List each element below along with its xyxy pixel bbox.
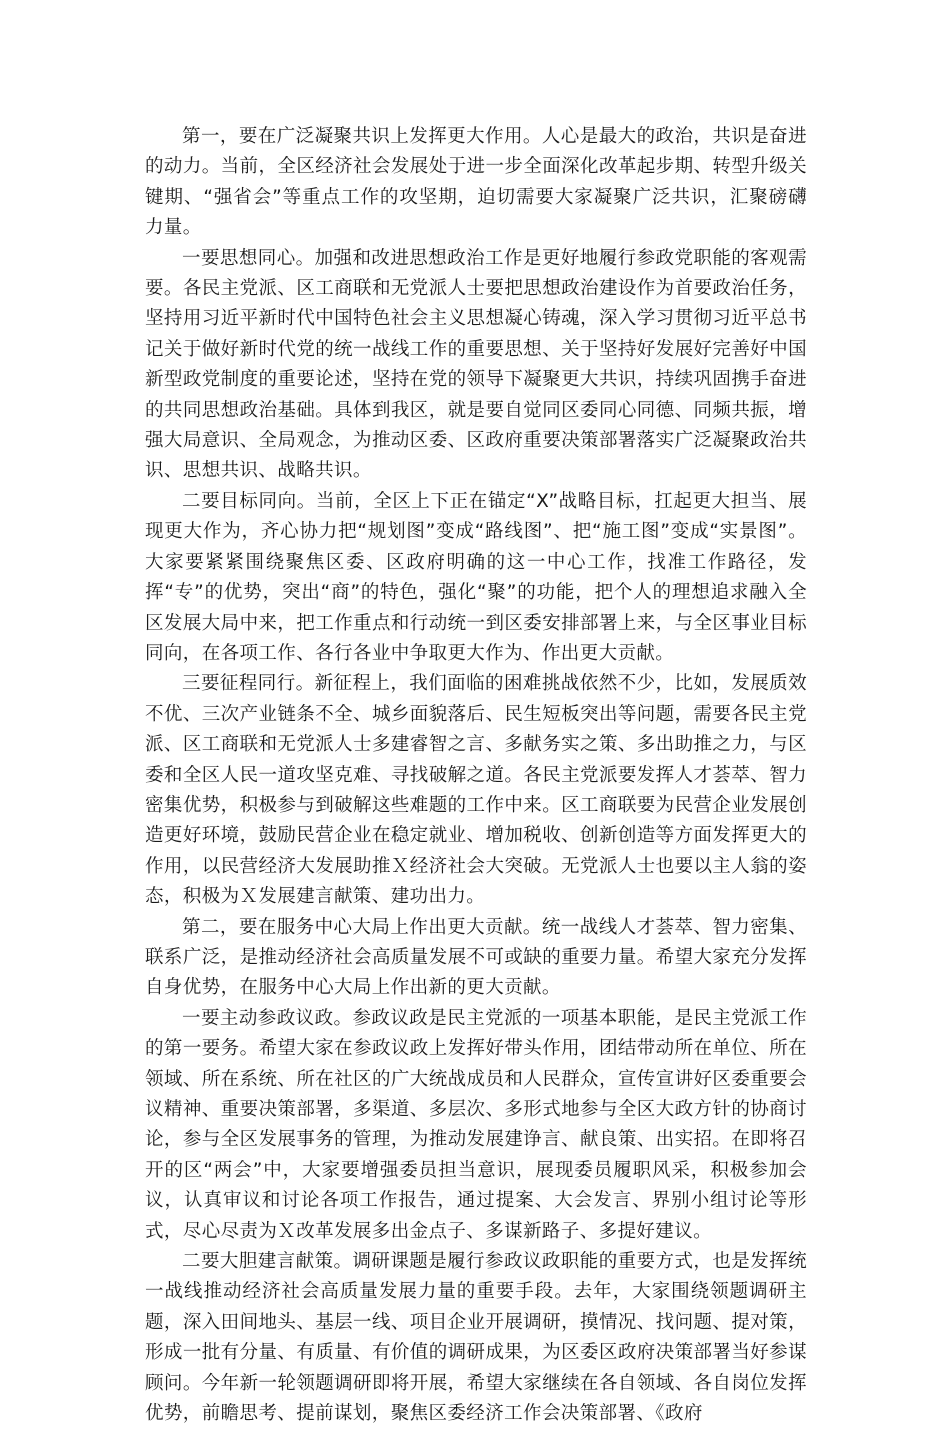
paragraph-4: 三要征程同行。新征程上，我们面临的困难挑战依然不少，比如，发展质效不优、三次产业链条不全、城乡面貌落后、民生短板突出等问题，需要各民主党派、区工商联和无党派人士多建睿智之言、多献务实之策、多出助推之力，与区委和全区人民一道攻坚克难、寻找破解之道。各民主党派要发挥人才荟萃、智力密集优势，积极参与到破解这些难题的工作中来。区工商联要为民营企业发展创造更好环境，鼓励民营企业在稳定就业、增加税收、创新创造等方面发挥更大的作用，以民营经济大发展助推Ｘ经济社会大突破。无党派人士也要以主人翁的姿态，积极为Ｘ发展建言献策、建功出力。	[145, 673, 807, 908]
paragraph-6: 一要主动参政议政。参政议政是民主党派的一项基本职能，是民主党派工作的第一要务。希望大家在参政议政上发挥好带头作用，团结带动所在单位、所在领域、所在系统、所在社区的广大统战成员和人民群众，宣传宣讲好区委重要会议精神、重要决策部署，多渠道、多层次、多形式地参与全区大政方针的协商讨论，参与全区发展事务的管理，为推动发展建诤言、献良策、出实招。在即将召开的区“两会”中，大家要增强委员担当意识，展现委员履职风采，积极参加会议，认真审议和讨论各项工作报告，通过提案、大会发言、界别小组讨论等形式，尽心尽责为Ｘ改革发展多出金点子、多谋新路子、多提好建议。	[145, 1007, 807, 1242]
paragraph-5: 第二，要在服务中心大局上作出更大贡献。统一战线人才荟萃、智力密集、联系广泛，是推动经济社会高质量发展不可或缺的重要力量。希望大家充分发挥自身优势，在服务中心大局上作出新的更大贡献。	[145, 916, 807, 999]
paragraph-3: 二要目标同向。当前，全区上下正在锚定“X”战略目标，扛起更大担当、展现更大作为，齐心协力把“规划图”变成“路线图”、把“施工图”变成“实景图”。大家要紧紧围绕聚焦区委、区政府明确的这一中心工作，找准工作路径，发挥“专”的优势，突出“商”的特色，强化“聚”的功能，把个人的理想追求融入全区发展大局中来，把工作重点和行动统一到区委安排部署上来，与全区事业目标同向，在各项工作、各行各业中争取更大作为、作出更大贡献。	[145, 490, 807, 664]
paragraph-1: 第一，要在广泛凝聚共识上发挥更大作用。人心是最大的政治，共识是奋进的动力。当前，全区经济社会发展处于进一步全面深化改革起步期、转型升级关键期、“强省会”等重点工作的攻坚期，迫切需要大家凝聚广泛共识，汇聚磅礴力量。	[145, 126, 807, 239]
paragraph-7: 二要大胆建言献策。调研课题是履行参政议政职能的重要方式，也是发挥统一战线推动经济社会高质量发展力量的重要手段。去年，大家围绕领题调研主题，深入田间地头、基层一线、项目企业开展调研，摸情况、找问题、提对策，形成一批有分量、有质量、有价值的调研成果，为区委区政府决策部署当好参谋顾问。今年新一轮领题调研即将开展，希望大家继续在各自领域、各自岗位发挥优势，前瞻思考、提前谋划，聚焦区委经济工作会决策部署、《政府	[145, 1251, 807, 1425]
document-body	[145, 122, 807, 1429]
paragraph-2: 一要思想同心。加强和改进思想政治工作是更好地履行参政党职能的客观需要。各民主党派、区工商联和无党派人士要把思想政治建设作为首要政治任务，坚持用习近平新时代中国特色社会主义思想凝心铸魂，深入学习贯彻习近平总书记关于做好新时代党的统一战线工作的重要思想、关于坚持好发展好完善好中国新型政党制度的重要论述，坚持在党的领导下凝聚更大共识，持续巩固携手奋进的共同思想政治基础。具体到我区，就是要自觉同区委同心同德、同频共振，增强大局意识、全局观念，为推动区委、区政府重要决策部署落实广泛凝聚政治共识、思想共识、战略共识。	[145, 247, 807, 482]
